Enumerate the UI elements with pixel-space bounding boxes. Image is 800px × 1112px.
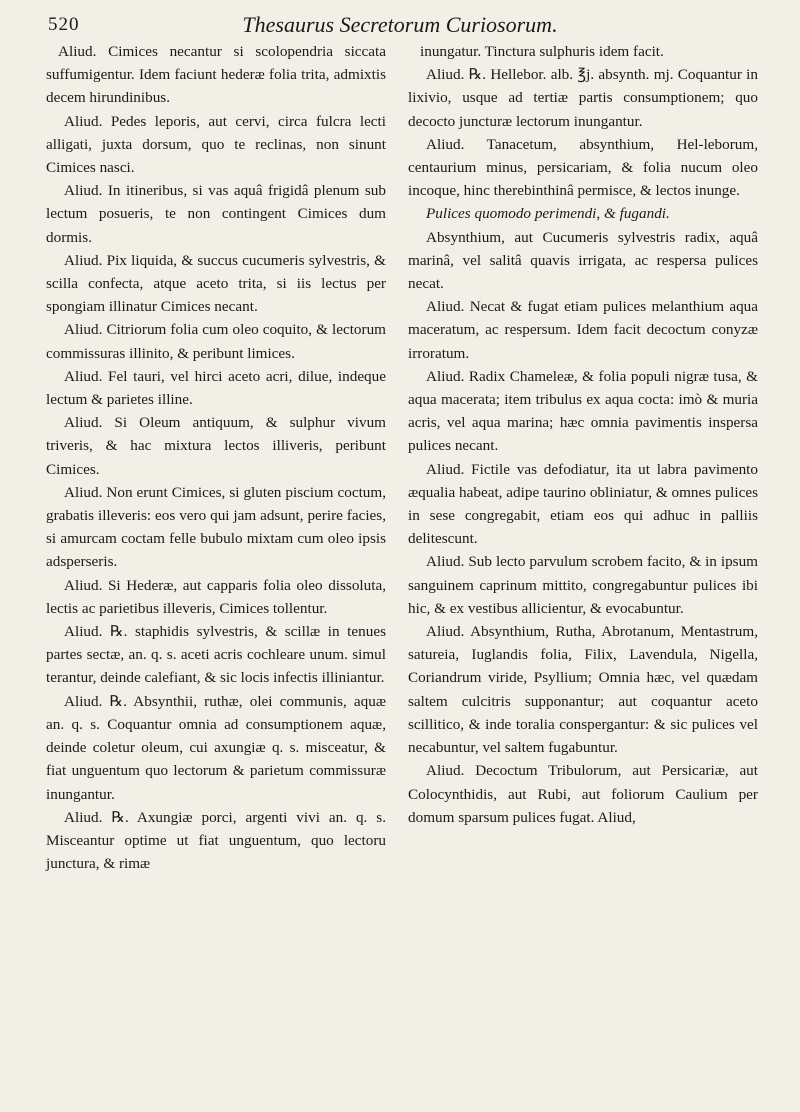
page-number: 520: [48, 14, 80, 35]
paragraph: Aliud. Cimices necantur si scolopendria siccata suffumigentur. Idem faciunt hederæ folia trita, admixtis decem hirundinibus.: [46, 43, 386, 107]
paragraph: Aliud. Fel tauri, vel hirci aceto acri, dilue, indeque lectum & parietes illine.: [46, 367, 386, 409]
page-header: [40, 8, 760, 36]
paragraph: Aliud. Radix Chameleæ, & folia populi nigræ tusa, & aqua macerata; item tribulus ex aqua cocta: imò & muria acris, vel aqua marina; hæc omnia pavimentis inspersa pulices necant.: [408, 367, 758, 455]
paragraph: inungatur. Tinctura sulphuris idem facit.: [420, 43, 664, 60]
paragraph: Aliud. Non erunt Cimices, si gluten piscium coctum, grabatis illeveris: eos vero qui jam adsunt, perire facies, si amurcam coctam felle bubulo mixtam cum oleo ipsis adsperseris.: [46, 483, 386, 571]
paragraph: Aliud. Necat & fugat etiam pulices melanthium aqua maceratum, ac respersum. Idem facit decoctum conyzæ irroratum.: [408, 298, 758, 362]
paragraph: Absynthium, aut Cucumeris sylvestris radix, aquâ marinâ, vel salitâ quavis irrigata, ac respersa pulices necat.: [408, 228, 758, 293]
left-column: [46, 40, 386, 875]
paragraph: Aliud. Pedes leporis, aut cervi, circa fulcra lecti alligati, juxta dorsum, quo te reclinas, non sinunt Cimices nasci.: [46, 112, 386, 177]
paragraph: Aliud. ℞. Hellebor. alb. ℥j. absynth. mj. Coquantur in lixivio, usque ad tertiæ partis consumptionem; quo decocto juncturæ lectorum inungantur.: [408, 66, 758, 130]
right-column: [408, 40, 758, 829]
paragraph: Aliud. Absynthium, Rutha, Abrotanum, Mentastrum, satureia, Iuglandis folia, Filix, Lavendula, Nigella, Coriandrum viride, Psyllium; Omnia hæc, vel quædam saltem culcitris supponantur; aut coquantur aceto scillitico, & inde toralia conspergantur: & sic pulices vel necabuntur, vel saltem fugabuntur.: [408, 623, 758, 757]
paragraph: Aliud. Sub lecto parvulum scrobem facito, & in ipsum sanguinem caprinum mittito, congregabuntur pulices ibi hic, & ex vestibus allicientur, & evocabuntur.: [408, 553, 758, 617]
running-title: Thesaurus Secretorum Curiosorum.: [242, 12, 558, 37]
paragraph: Aliud. Fictile vas defodiatur, ita ut labra pavimento æqualia habeat, adipe taurino obliniatur, & omnes pulices in sese congregabit, etiam eos qui adhuc in palliis delitescunt.: [408, 460, 758, 548]
paragraph: Aliud. Citriorum folia cum oleo coquito, & lectorum commissuras illinito, & peribunt limices.: [46, 321, 386, 362]
section-heading: Pulices quomodo perimendi, & fugandi.: [426, 205, 670, 223]
paragraph: Aliud. Decoctum Tribulorum, aut Persicariæ, aut Colocynthidis, aut Rubi, aut foliorum Caulium per domum sparsum pulices fugat. Aliud,: [408, 762, 758, 826]
paragraph: Aliud. ℞. staphidis sylvestris, & scillæ in tenues partes sectæ, an. q. s. aceti acris cochleare unum. simul terantur, deinde calefiant, & sic locis infectis illiniantur.: [46, 623, 386, 687]
paragraph: Aliud. Pix liquida, & succus cucumeris sylvestris, & scilla confecta, atque aceto trita, si iis lectus per spongiam illinatur Cimices necant.: [46, 251, 386, 316]
paragraph: Aliud. Si Hederæ, aut capparis folia oleo dissoluta, lectis ac parietibus illeveris, Cimices tollentur.: [46, 576, 386, 617]
paragraph: Aliud. In itineribus, si vas aquâ frigidâ plenum sub lectum posueris, te non contingent Cimices dum dormis.: [46, 182, 386, 246]
paragraph: Aliud. ℞. Absynthii, ruthæ, olei communis, aquæ an. q. s. Coquantur omnia ad consumptionem aquæ, deinde coletur oleum, cui axungiæ q. s. misceatur, & fiat unguentum quo lectorum & parietum commissuræ inungantur.: [46, 692, 386, 803]
paragraph: Aliud. ℞. Axungiæ porci, argenti vivi an. q. s. Misceantur optime ut fiat unguentum, quo lectoru junctura, & rimæ: [46, 808, 386, 873]
paragraph: Aliud. Tanacetum, absynthium, Hel-leborum, centaurium minus, persicariam, & folia nucum oleo incoque, hinc therebinthinâ permisce, & lectos inunge.: [408, 135, 758, 200]
paragraph: Aliud. Si Oleum antiquum, & sulphur vivum triveris, & hac mixtura lectos illiveris, peribunt Cimices.: [46, 414, 386, 478]
